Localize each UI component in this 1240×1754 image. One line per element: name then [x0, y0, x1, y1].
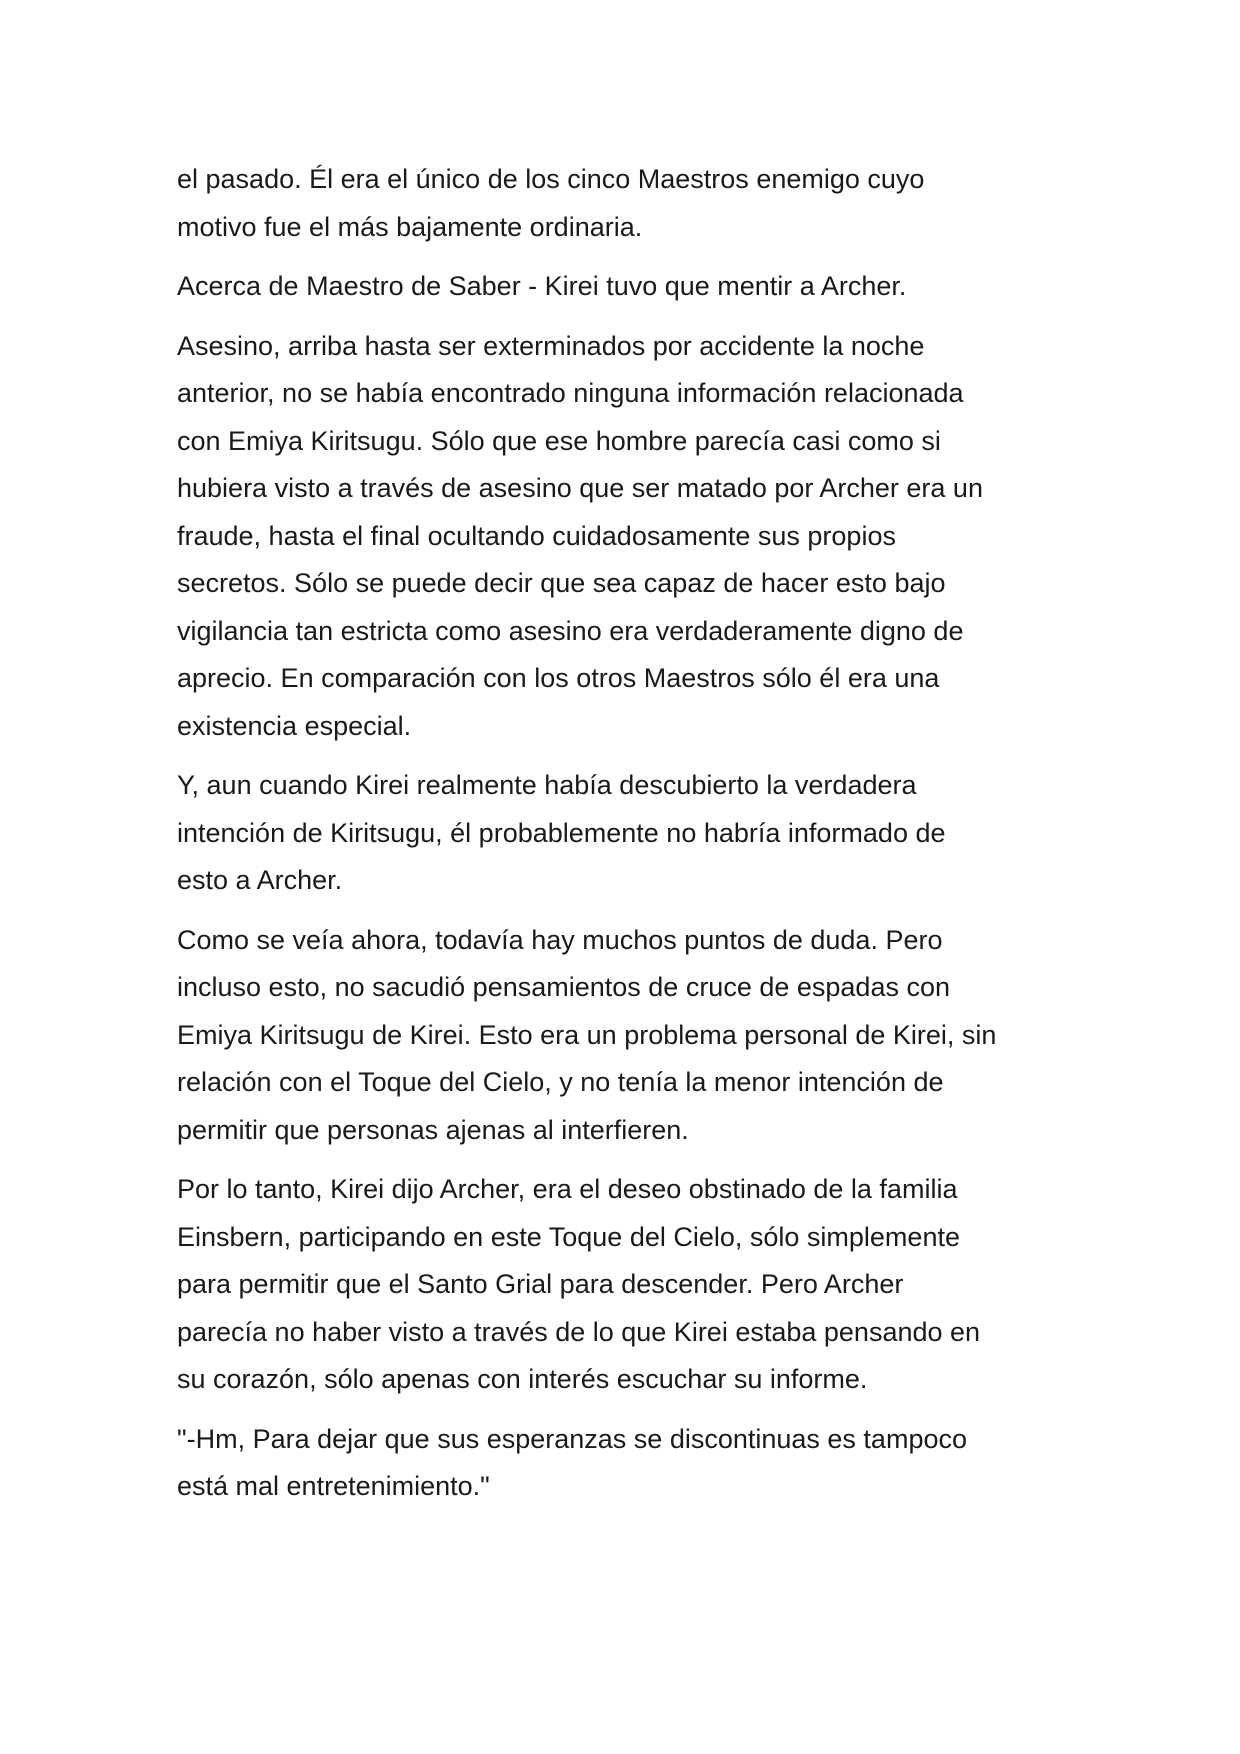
body-text: [177, 156, 1077, 1523]
paragraph: Asesino, arriba hasta ser exterminados por accidente la noche anterior, no se había encontrado ninguna información relacionada con Emiya Kiritsugu. Sólo que ese hombre parecía casi como si hubiera visto a través de asesino que ser matado por Archer era un fraude, hasta el final ocultando cuidadosamente sus propios secretos. Sólo se puede decir que sea capaz de hacer esto bajo vigilancia tan estricta como asesino era verdaderamente digno de aprecio. En comparación con los otros Maestros sólo él era una existencia especial.: [177, 330, 983, 741]
paragraph: Como se veía ahora, todavía hay muchos puntos de duda. Pero incluso esto, no sacudió pensamientos de cruce de espadas con Emiya Kiritsugu de Kirei. Esto era un problema personal de Kirei, sin relación con el Toque del Cielo, y no tenía la menor intención de permitir que personas ajenas al interfieren.: [177, 924, 997, 1145]
paragraph: "-Hm, Para dejar que sus esperanzas se discontinuas es tampoco está mal entretenimiento.": [177, 1423, 967, 1501]
paragraph: Y, aun cuando Kirei realmente había descubierto la verdadera intención de Kiritsugu, él probablemente no habría informado de esto a Archer.: [177, 770, 946, 895]
paragraph: el pasado. Él era el único de los cinco Maestros enemigo cuyo motivo fue el más bajamente ordinaria.: [177, 164, 925, 242]
paragraph: Por lo tanto, Kirei dijo Archer, era el deseo obstinado de la familia Einsbern, participando en este Toque del Cielo, sólo simplemente para permitir que el Santo Grial para descender. Pero Archer parecía no haber visto a través de lo que Kirei estaba pensando en su corazón, sólo apenas con interés escuchar su informe.: [177, 1174, 981, 1394]
paragraph: Acerca de Maestro de Saber - Kirei tuvo que mentir a Archer.: [177, 271, 907, 301]
